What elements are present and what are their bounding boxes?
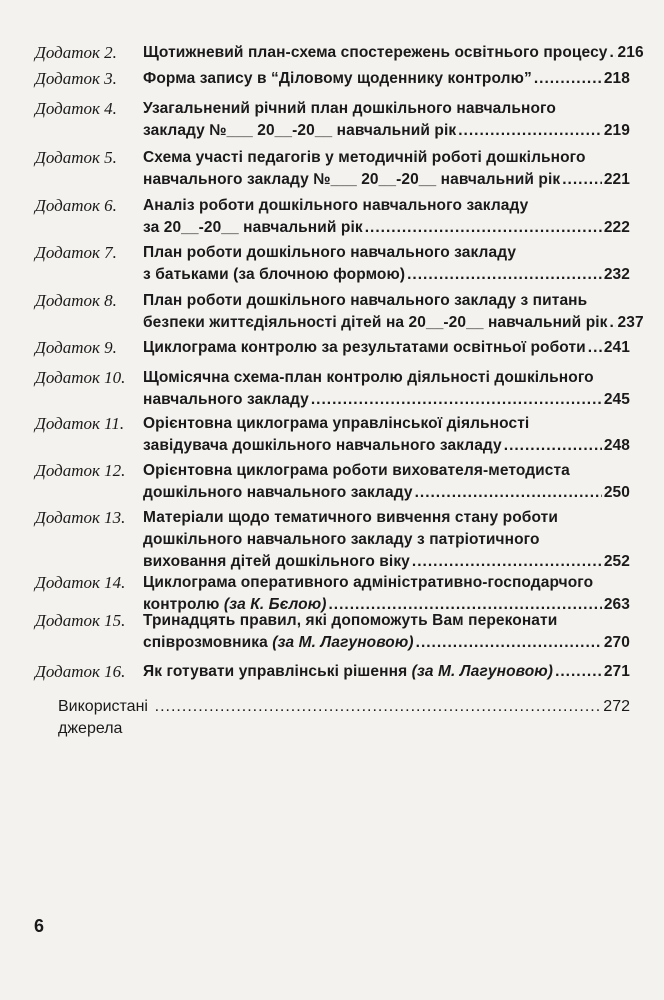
- toc-entry-title: [143, 413, 630, 457]
- toc-entry-page: 216: [617, 44, 644, 61]
- toc-entry-author: (за М. Лагуновою): [411, 663, 554, 680]
- toc-entry-title-text: [143, 482, 413, 504]
- dot-leader: [412, 551, 602, 573]
- toc-entry-page: 222: [603, 219, 630, 236]
- toc-entry-page: 250: [603, 484, 630, 501]
- dot-leader: [415, 482, 602, 504]
- toc-entry-title-text: [143, 389, 309, 411]
- toc-entry-title-main: Циклограма контролю за результатами освітньої роботи: [143, 339, 586, 356]
- toc-entry-title-main: дошкільного навчального закладу: [143, 484, 413, 501]
- toc-entry-title-main: навчального закладу: [143, 391, 309, 408]
- toc-entry-label: Додаток 7.: [35, 243, 117, 262]
- toc-entry-title: [143, 290, 644, 334]
- toc-entry-title: [143, 337, 630, 359]
- dot-leader: [311, 389, 602, 411]
- toc-entry-page: 271: [603, 663, 630, 680]
- toc-entry-label: Додаток 11.: [35, 414, 125, 433]
- toc-entry-title-line: Циклограма оперативного адміністративно-господарчого: [143, 574, 594, 591]
- toc-entry-title-line: Орієнтовна циклограма управлінської діяльності: [143, 415, 530, 432]
- toc-entry-title: [143, 147, 630, 191]
- toc-entry-page: 232: [603, 266, 630, 283]
- dot-leader: [416, 632, 602, 654]
- toc-entry-title: [143, 68, 630, 90]
- toc-entry-last-line: [143, 68, 630, 90]
- toc-entry-title-line: Узагальнений річний план дошкільного навчального: [143, 100, 556, 117]
- toc-entry-page: 263: [603, 596, 630, 613]
- toc-entry-page: 252: [603, 553, 630, 570]
- toc-entry-title-main: безпеки життєдіяльності дітей на 20__-20__ навчальний рік: [143, 314, 608, 331]
- toc-entry-last-line: [143, 312, 644, 334]
- toc-entry-title-text: [143, 435, 502, 457]
- toc-entry-title-text: [143, 68, 532, 90]
- toc-entry-label: Додаток 6.: [35, 196, 117, 215]
- toc-entry-label: Додаток 9.: [35, 338, 117, 357]
- toc-entry-page: 219: [603, 122, 630, 139]
- toc-entry-last-line: [143, 435, 630, 457]
- dot-leader: [504, 435, 602, 457]
- toc-entry-title-main: виховання дітей дошкільного віку: [143, 553, 410, 570]
- dot-leader: [610, 312, 616, 334]
- toc-entry-title-main: з батьками (за блочною формою): [143, 266, 406, 283]
- toc-entry-title-line: Матеріали щодо тематичного вивчення стану роботи: [143, 509, 558, 526]
- dot-leader: [534, 68, 602, 90]
- toc-entry-author: (за К. Бєлою): [223, 596, 327, 613]
- toc-entry-title: [143, 460, 630, 504]
- toc-entry-title: [143, 367, 630, 411]
- toc-entry-title-main: завідувача дошкільного навчального закладу: [143, 437, 502, 454]
- toc-entry-title: [143, 661, 630, 683]
- dot-leader: [555, 661, 602, 683]
- toc-entry-title-line: План роботи дошкільного навчального закладу: [143, 244, 517, 261]
- toc-entry-sources[interactable]: [58, 696, 630, 740]
- toc-entry-title-line: План роботи дошкільного навчального закладу з питань: [143, 292, 588, 309]
- toc-entry-title: [143, 610, 630, 654]
- toc-entry-label: Додаток 16.: [35, 662, 126, 681]
- toc-entry-title-main: співрозмовника: [143, 634, 268, 651]
- dot-leader: [458, 120, 602, 142]
- toc-entry-title-line: Тринадцять правил, які допоможуть Вам переконати: [143, 612, 558, 629]
- dot-leader: [562, 169, 602, 191]
- toc-entry-last-line: [143, 264, 630, 286]
- toc-entry-label: Додаток 2.: [35, 43, 117, 62]
- toc-entry-title-main: навчального закладу №___ 20__-20__ навчальний рік: [143, 171, 561, 188]
- toc-entry-title-text: [143, 42, 608, 64]
- toc-entry-title: [143, 42, 644, 64]
- dot-leader: [155, 696, 600, 718]
- toc-entry-label: Додаток 12.: [35, 461, 126, 480]
- toc-entry-title-main: контролю: [143, 596, 220, 613]
- dot-leader: [610, 42, 616, 64]
- toc-entry-label: Додаток 13.: [35, 508, 126, 527]
- toc-entry-label: Додаток 10.: [35, 368, 126, 387]
- toc-entry-title-main: за 20__-20__ навчальний рік: [143, 219, 363, 236]
- toc-entry-title-text: [143, 120, 456, 142]
- toc-entry-last-line: [143, 42, 644, 64]
- toc-entry-title-text: [143, 632, 414, 654]
- dot-leader: [365, 217, 602, 239]
- toc-entry-title-text: [143, 337, 586, 359]
- toc-entry-page: 237: [617, 314, 644, 331]
- toc-entry-last-line: [143, 389, 630, 411]
- toc-entry-title-line: Схема участі педагогів у методичній роботі дошкільного: [143, 149, 586, 166]
- toc-entry-title-text: [143, 264, 405, 286]
- toc-entry-page: 241: [603, 339, 630, 356]
- toc-entry-title-main: Щотижневий план-схема спостережень освітнього процесу: [143, 44, 608, 61]
- toc-entry-last-line: [143, 551, 630, 573]
- toc-entry-title-main: Як готувати управлінські рішення: [143, 663, 408, 680]
- toc-entry-page: 221: [603, 171, 630, 188]
- toc-entry-last-line: [143, 120, 630, 142]
- sources-page: 272: [603, 698, 630, 715]
- toc-entry-last-line: [143, 337, 630, 359]
- toc-entry-page: 248: [603, 437, 630, 454]
- dot-leader: [407, 264, 602, 286]
- toc-entry-last-line: [143, 482, 630, 504]
- toc-entry-title-text: [143, 551, 410, 573]
- toc-entry-label: Додаток 8.: [35, 291, 117, 310]
- toc-entry-title-text: [143, 217, 363, 239]
- toc-entry-title-line: Аналіз роботи дошкільного навчального закладу: [143, 197, 529, 214]
- toc-entry-title-main: закладу №___ 20__-20__ навчальний рік: [143, 122, 457, 139]
- toc-entry-label: Додаток 4.: [35, 99, 117, 118]
- toc-entry-title-text: [143, 312, 608, 334]
- toc-entry-last-line: [143, 217, 630, 239]
- toc-entry-author: (за М. Лагуновою): [272, 634, 414, 651]
- toc-entry-title: [143, 195, 630, 239]
- toc-entry-last-line: [143, 632, 630, 654]
- toc-entry-title-line: Орієнтовна циклограма роботи вихователя-методиста: [143, 462, 570, 479]
- toc-entry-last-line: [143, 169, 630, 191]
- toc-entry-title-main: Форма запису в “Діловому щоденнику контролю”: [143, 70, 532, 87]
- toc-entry-title: [143, 507, 630, 573]
- toc-entry-label: Додаток 5.: [35, 148, 117, 167]
- page-number: 6: [34, 916, 45, 936]
- sources-title: Використані джерела: [58, 698, 148, 737]
- dot-leader: [588, 337, 602, 359]
- toc-entry-label: Додаток 14.: [35, 573, 126, 592]
- toc-entry-title-text: [143, 169, 560, 191]
- toc-entry-title: [143, 242, 630, 286]
- toc-entry-page: 245: [603, 391, 630, 408]
- toc-entry-title-text: [143, 661, 553, 683]
- toc-entry-page: 270: [603, 634, 630, 651]
- toc-entry-last-line: [143, 661, 630, 683]
- toc-entry-label: Додаток 3.: [35, 69, 117, 88]
- toc-entry-title-line: дошкільного навчального закладу з патріотичного: [143, 531, 540, 548]
- toc-entry-page: 218: [603, 70, 630, 87]
- toc-entry-label: Додаток 15.: [35, 611, 126, 630]
- toc-entry-title: [143, 98, 630, 142]
- toc-entry-title-line: Щомісячна схема-план контролю діяльності дошкільного: [143, 369, 594, 386]
